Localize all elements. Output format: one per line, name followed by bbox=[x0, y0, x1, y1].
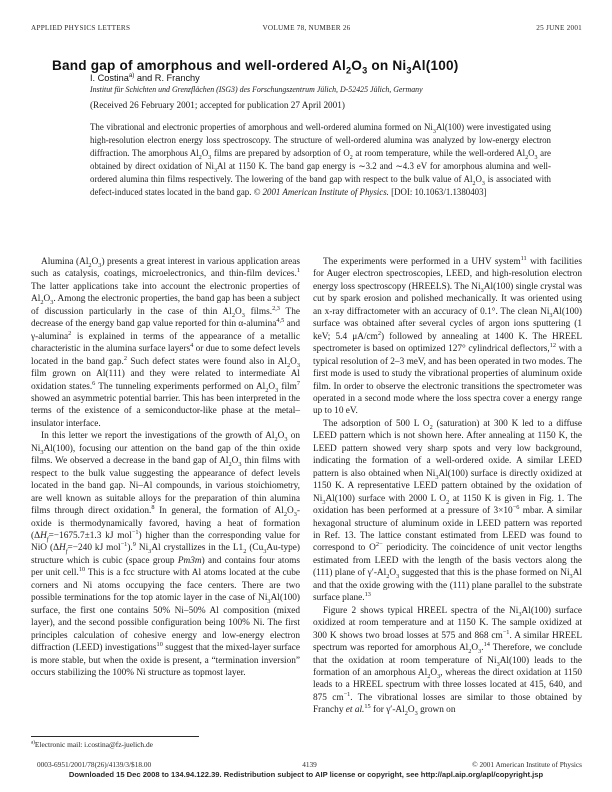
journal-name: APPLIED PHYSICS LETTERS bbox=[31, 24, 131, 32]
footnote-block bbox=[31, 736, 300, 749]
issn-code: 0003-6951/2001/78(26)/4139/3/$18.00 bbox=[37, 760, 152, 769]
copyright-notice: © 2001 American Institute of Physics bbox=[472, 760, 583, 769]
issue-date: 25 JUNE 2001 bbox=[536, 24, 583, 32]
paragraph-leed: The adsorption of 500 L $O_2$ (saturation) at 300 K led to a diffuse LEED pattern which is not shown here. After annealing at 1150 K, the LEED pattern showed very sharp spots and very low background, indicating the formation of a well-ordered oxide. A similar LEED pattern is also obtained when $Ni_3Al(100)$ surface is directly oxidized at 1150 K. A representative LEED pattern obtained by the oxidation of $Ni_3Al(100)$ surface with 2000 L $O_2$ at 1150 K is given in Fig. 1. The oxidation has been performed at a pressure of $3\times 10^{-6}$ mbar. A similar hexagonal structure of aluminum oxide in LEED pattern was reported in Ref. 13. The lattice constant estimated from LEED was found to correspond to $O^{2-}$ periodicity. The coincidence of unit vector lengths estimated from LEED with the length of the basis vectors along the (111) plane of $\gamma'-Al_2O_3$ suggested that this is the phase formed on $Ni_3Al$ and that the oxide growing with the (111) plane parallel to the substrate surface plane.$^{13}$ bbox=[313, 418, 583, 604]
running-head bbox=[31, 24, 582, 32]
footnote-email: $^{a)}$Electronic mail: i.costina@fz-juelich.de bbox=[31, 740, 153, 749]
footnote-rule bbox=[31, 736, 199, 737]
affiliation-line: Institut für Schichten und Grenzflächen (ISG3) des Forschungszentrum Jülich, D-52425 Jülich, Germany bbox=[90, 85, 423, 94]
footer-row bbox=[37, 760, 582, 769]
paragraph-experiment: The experiments were performed in a UHV system$^{11}$ with facilities for Auger electron spectroscopies, LEED, and high-resolution electron energy loss spectroscopy (HREELS). The $Ni_3Al(100)$ single crystal was cut by spark erosion and polished mechanically. It was oriented using an x-ray diffractometer with an accuracy of 0.1°. The clean $Ni_3Al(100)$ surface was obtained after several cycles of argon ions sputtering (1 keV; 5.4 $\mu A/cm^2$) followed by annealing at 1400 K. The HREEL spectrometer is based on optimized 127° cylindrical deflectors,$^{12}$ with a typical resolution of 2–3 meV, and has been operated in two modes. The first mode is used to study the vibrational properties of aluminum oxide film. In order to observe the electronic transitions the spectrometer was operated in a second mode where the loss spectra cover a energy range up to 10 eV. bbox=[313, 254, 583, 417]
download-watermark: Downloaded 15 Dec 2008 to 134.94.122.39. Redistribution subject to AIP license or copyright, see http://apl.aip.org/apl/copyright.jsp bbox=[68, 770, 544, 779]
paper-title: Band gap of amorphous and well-ordered $Al_2O_3$ on $Ni_3Al(100)$ bbox=[52, 58, 459, 76]
abstract-text: The vibrational and electronic properties of amorphous and well-ordered alumina formed on $Ni_3Al(100)$ were investigated using high-resolution electron energy loss spectroscopy. The structure of well-ordered alumina was analyzed by low-energy electron diffraction. The amorphous $Al_2O_3$ films are prepared by adsorption of $O_2$ at room temperature, while the well-ordered $Al_2O_3$ are obtained by direct oxidation of $Ni_3Al$ at 1150 K. The band gap energy is ∼3.2 and ∼4.3 eV for amorphous alumina and well-ordered alumina thin films respectively. The lowering of the band gap with respect to the bulk value of $Al_2O_3$ is associated with defect-induced states located in the band gap. © 2001 American Institute of Physics. [DOI: 10.1063/1.1380403] bbox=[90, 122, 551, 198]
body-column-right bbox=[313, 256, 582, 717]
body-columns bbox=[31, 256, 582, 717]
paragraph-letter-scope: In this letter we report the investigations of the growth of $Al_2O_3$ on $Ni_3Al(100)$, focusing our attention on the band gap of the thin oxide films. We observed a decrease in the band gap of $Al_2O_3$ thin films with respect to the bulk value suggesting the appearance of defect levels located in the band gap. Ni–Al compounds, in various stoichiometry, are well known as suitable alloys for the preparation of thin alumina films through direct oxidation.$^8$ In general, the formation of $Al_2O_3$-oxide is thermodynamically favored, having a heat of formation ($\Delta H_f=-1675.7\pm 1.3$ kJ mol$^{-1}$) higher than the corresponding value for NiO ($\Delta H_f=-240$ kJ mol$^{-1}$).$^9$ $Ni_3Al$ crystallizes in the $L1_2$ $(Cu_3Au-type)$ structure which is cubic (space group Pm3m) and contains four atoms per unit cell.$^{10}$ This is a fcc structure with Al atoms located at the cube corners and Ni atoms occupying the face centers. There are two possible terminations for the top atomic layer in the case of $Ni_3Al(100)$ surface, the first one contains 50% Ni–50% Al composition (mixed layer), and the second possible configuration being 100% Ni. The first principles calculation of cohesive energy and low-energy electron diffraction (LEED) investigations$^{10}$ suggest that the mixed-layer surface is more stable, but when the oxide is present, a “termination inversion” occurs stabilizing the 100% Ni structure as topmost layer. bbox=[31, 431, 301, 678]
volume-number: VOLUME 78, NUMBER 26 bbox=[262, 24, 351, 32]
author-line: I. Costina$^{a)}$ and R. Franchy bbox=[90, 71, 200, 83]
page-number: 4139 bbox=[302, 760, 317, 769]
paragraph-intro: Alumina $(Al_2O_3)$ presents a great interest in various application areas such as catalysis, coatings, microelectronics, and thin-film devices.$^1$ The latter applications take into account the electronic properties of $Al_2O_3$. Among the electronic properties, the band gap has been a subject of discussion particularly in the case of thin $Al_2O_3$ films.$^{2,3}$ The decrease of the energy band gap value reported for thin α-alumina$^{4,5}$ and γ-alumina$^2$ is explained in terms of the appearance of a metallic characteristic in the alumina surface layers$^4$ or due to some defect levels located in the band gap.$^2$ Such defect states were found also in $Al_2O_3$ film grown on Al(111) and they were related to intermediate Al oxidation states.$^6$ The tunneling experiments performed on $Al_2O_3$ film$^7$ showed an asymmetric potential barrier. This has been interpreted in the terms of the existence of a semiconductor-like phase at the metal–insulator interface. bbox=[31, 257, 300, 429]
body-column-left bbox=[31, 256, 300, 717]
paragraph-hreel: Figure 2 shows typical HREEL spectra of the $Ni_3Al(100)$ surface oxidized at room temperature and at 1150 K. The sample oxidized at 300 K shows two broad losses at 575 and 868 $cm^{-1}$. A similar HREEL spectrum was reported for amorphous $Al_2O_3.^{14}$ Therefore, we conclude that the oxidation at room temperature of $Ni_3Al(100)$ leads to the formation of an amorphous $Al_2O_3$, whereas the direct oxidation at 1150 leads to a HREEL spectrum with three losses located at 415, 640, and 875 $cm^{-1}$. The vibrational losses are similar to those obtained by Franchy et al.$^{15}$ for $\gamma'-Al_2O_3$ grown on bbox=[313, 605, 583, 718]
received-line: (Received 26 February 2001; accepted for publication 27 April 2001) bbox=[90, 100, 345, 110]
